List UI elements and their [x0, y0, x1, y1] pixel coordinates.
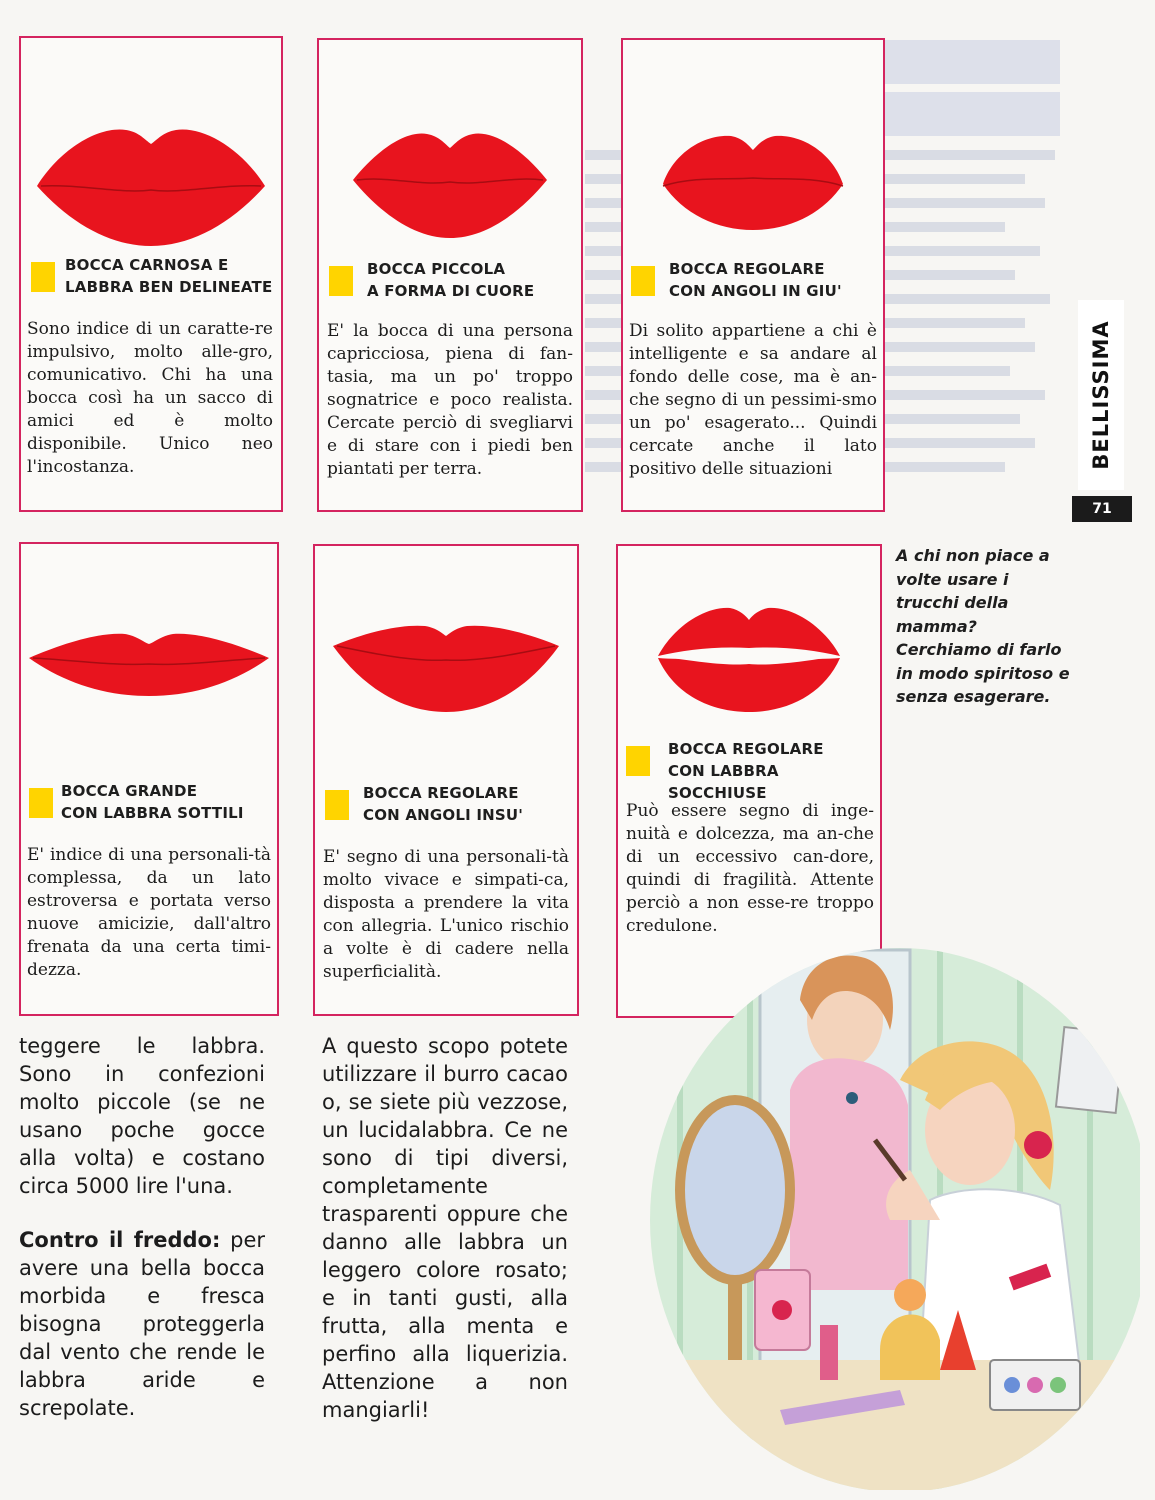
- lip-card-label: [31, 254, 276, 298]
- label-line-1: BOCCA CARNOSA E: [65, 256, 229, 274]
- lip-card-description: E' la bocca di una persona capricciosa, piena di fan-tasia, ma un po' troppo sognatrice e poco realista. Cercate perciò di svegliarvi e di stare con i piedi ben piantati per terra.: [327, 321, 573, 479]
- lip-card-label: [329, 258, 574, 302]
- label-line-2: LABBRA BEN DELINEATE: [65, 278, 273, 296]
- yellow-square-icon: [31, 262, 55, 292]
- lip-card-label: [626, 738, 876, 804]
- label-line-1: BOCCA PICCOLA: [367, 260, 506, 278]
- upturned-lips-illustration: [315, 606, 577, 726]
- yellow-square-icon: [325, 790, 349, 820]
- body-paragraph-2-heading: Contro il freddo:: [19, 1228, 221, 1252]
- label-line-2: CON ANGOLI IN GIU': [669, 282, 842, 300]
- label-line-1: BOCCA REGOLARE: [668, 740, 824, 758]
- lip-card-full-lips: [19, 36, 283, 512]
- yellow-square-icon: [329, 266, 353, 296]
- full-lips-illustration: [21, 98, 281, 248]
- body-column-middle: A questo scopo potete utilizzare il burro cacao o, se siete più vezzose, un lucidalabbra. Ce ne sono di tipi diversi, completamente trasparenti oppure che danno alle labbra un leggero colore rosato; e in tanti gusti, alla frutta, alla menta e perfino alla liquerizia. Attenzione a non mangiarli!: [322, 1034, 568, 1422]
- body-paragraph-2-text: per avere una bella bocca morbida e fresca bisogna proteggerla dal vento che rende le labbra aride e screpolate.: [19, 1228, 265, 1420]
- lip-card-label: [631, 258, 879, 302]
- yellow-square-icon: [626, 746, 650, 776]
- heart-lips-illustration: [319, 110, 581, 250]
- parted-lips-illustration: [618, 596, 880, 726]
- lip-card-description: Può essere segno di inge-nuità e dolcezza, ma an-che di un eccessivo can-dore, quindi di fragilità. Attente perciò a non esse-re troppo credulone.: [626, 801, 874, 936]
- section-tab: [1078, 300, 1124, 490]
- lip-card-label: [29, 780, 274, 824]
- lip-card-description: Di solito appartiene a chi è intelligente e sa andare al fondo delle cose, ma è an-che segno di un pessimi-smo un po' esagerato... Quindi cercate anche il lato positivo delle situazioni: [629, 321, 877, 479]
- yellow-square-icon: [29, 788, 53, 818]
- downturned-lips-illustration: [623, 118, 883, 238]
- body-paragraph-1: teggere le labbra. Sono in confezioni molto piccole (se ne usano poche gocce alla volta) e costano circa 5000 lire l'una.: [19, 1034, 265, 1198]
- illustration-caption: A chi non piace a volte usare i trucchi della mamma? Cerchiamo di farlo in modo spiritoso e senza esagerare.: [896, 546, 1070, 706]
- label-line-1: BOCCA REGOLARE: [363, 784, 519, 802]
- lip-card-heart-lips: [317, 38, 583, 512]
- body-column-left: [19, 1032, 265, 1422]
- label-line-2: CON LABBRA SOTTILI: [61, 804, 244, 822]
- label-line-1: BOCCA GRANDE: [61, 782, 198, 800]
- lip-card-upturned-lips: [313, 544, 579, 1016]
- label-line-2: CON ANGOLI INSU': [363, 806, 524, 824]
- makeup-illustration: [640, 930, 1140, 1490]
- page-number: 71: [1072, 496, 1132, 522]
- lip-card-description: E' indice di una personali-tà complessa, da un lato estroversa e portata verso nuove amicizie, dall'altro frenata da una certa timi-dezza.: [27, 845, 271, 980]
- lip-card-description: Sono indice di un caratte-re impulsivo, molto alle-gro, comunicativo. Chi ha una bocca così ha un sacco di amici ed è molto disponibile. Unico neo l'incostanza.: [27, 319, 273, 477]
- label-line-1: BOCCA REGOLARE: [669, 260, 825, 278]
- label-line-2: A FORMA DI CUORE: [367, 282, 535, 300]
- body-paragraph-2: [19, 1226, 265, 1422]
- section-tab-label: BELLISSIMA: [1089, 320, 1113, 470]
- thin-lips-illustration: [21, 624, 277, 714]
- lip-card-thin-lips: [19, 542, 279, 1016]
- lip-card-description: E' segno di una personali-tà molto vivace e simpati-ca, disposta a prendere la vita con allegria. L'unico rischio a volte è di cadere nella superficialità.: [323, 847, 569, 982]
- label-line-2: CON LABBRA SOCCHIUSE: [668, 762, 779, 802]
- yellow-square-icon: [631, 266, 655, 296]
- lip-card-downturned-lips: [621, 38, 885, 512]
- lip-card-label: [325, 782, 573, 826]
